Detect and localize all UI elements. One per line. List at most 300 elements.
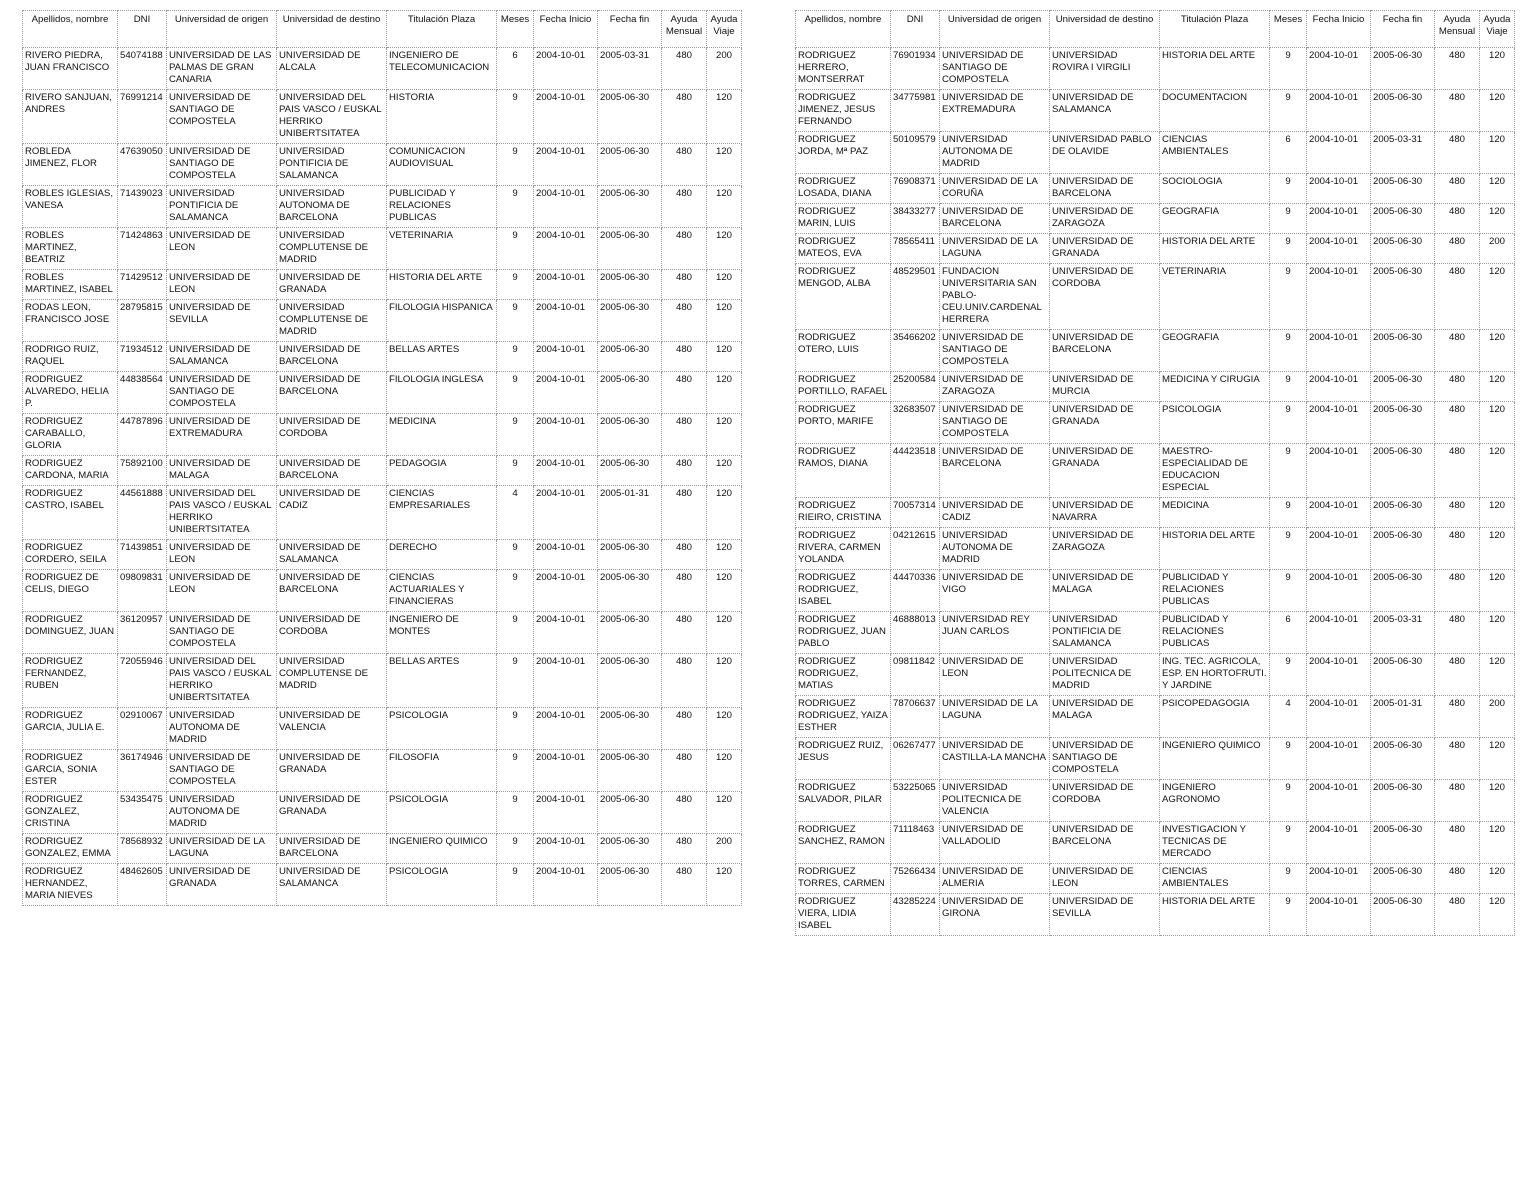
table-row	[23, 612, 742, 654]
cell-nombre: RODRIGUEZ JIMENEZ, JESUS FERNANDO	[796, 90, 891, 132]
cell-fecha-inicio: 2004-10-01	[534, 570, 598, 612]
header-nombre: Apellidos, nombre	[23, 11, 118, 48]
table-row	[23, 864, 742, 906]
cell-titulacion: INGENIERO AGRONOMO	[1160, 780, 1270, 822]
cell-fecha-fin: 2005-06-30	[1371, 48, 1435, 90]
cell-titulacion: MEDICINA	[1160, 498, 1270, 528]
left-page	[22, 10, 742, 906]
cell-ayuda-viaje: 120	[1480, 132, 1515, 174]
cell-fecha-fin: 2005-06-30	[598, 708, 662, 750]
cell-titulacion: MAESTRO-ESPECIALIDAD DE EDUCACION ESPECIAL	[1160, 444, 1270, 498]
table-row	[23, 186, 742, 228]
cell-origen: UNIVERSIDAD DE GRANADA	[167, 864, 277, 906]
cell-nombre: RODRIGUEZ RIEIRO, CRISTINA	[796, 498, 891, 528]
cell-nombre: ROBLES IGLESIAS, VANESA	[23, 186, 118, 228]
cell-nombre: RIVERO PIEDRA, JUAN FRANCISCO	[23, 48, 118, 90]
cell-origen: UNIVERSIDAD DE SANTIAGO DE COMPOSTELA	[940, 330, 1050, 372]
cell-meses: 9	[497, 612, 534, 654]
header-origen: Universidad de origen	[167, 11, 277, 48]
cell-ayuda-mensual: 480	[662, 414, 707, 456]
cell-fecha-inicio: 2004-10-01	[1307, 498, 1371, 528]
table-row	[23, 90, 742, 144]
table-row	[23, 792, 742, 834]
cell-meses: 9	[497, 414, 534, 456]
cell-origen: UNIVERSIDAD DE EXTREMADURA	[940, 90, 1050, 132]
cell-nombre: RODRIGUEZ DE CELIS, DIEGO	[23, 570, 118, 612]
cell-nombre: RODRIGUEZ VIERA, LIDIA ISABEL	[796, 894, 891, 936]
cell-meses: 9	[497, 90, 534, 144]
cell-meses: 9	[1270, 402, 1307, 444]
cell-origen: UNIVERSIDAD PONTIFICIA DE SALAMANCA	[167, 186, 277, 228]
cell-ayuda-viaje: 120	[1480, 204, 1515, 234]
cell-destino: UNIVERSIDAD PABLO DE OLAVIDE	[1050, 132, 1160, 174]
cell-meses: 6	[1270, 132, 1307, 174]
cell-fecha-inicio: 2004-10-01	[534, 864, 598, 906]
cell-ayuda-viaje: 120	[707, 342, 742, 372]
table-row	[796, 204, 1515, 234]
cell-meses: 9	[497, 372, 534, 414]
header-titulacion: Titulación Plaza	[1160, 11, 1270, 48]
cell-destino: UNIVERSIDAD DE ZARAGOZA	[1050, 528, 1160, 570]
cell-fecha-fin: 2005-06-30	[1371, 90, 1435, 132]
cell-ayuda-viaje: 120	[1480, 444, 1515, 498]
cell-fecha-inicio: 2004-10-01	[534, 750, 598, 792]
cell-ayuda-viaje: 120	[1480, 48, 1515, 90]
cell-origen: UNIVERSIDAD DE SALAMANCA	[167, 342, 277, 372]
cell-destino: UNIVERSIDAD DE BARCELONA	[277, 342, 387, 372]
cell-fecha-inicio: 2004-10-01	[1307, 132, 1371, 174]
table-row	[796, 402, 1515, 444]
cell-titulacion: GEOGRAFIA	[1160, 204, 1270, 234]
cell-origen: UNIVERSIDAD DE SANTIAGO DE COMPOSTELA	[940, 48, 1050, 90]
cell-ayuda-viaje: 120	[707, 186, 742, 228]
cell-dni: 46888013	[891, 612, 940, 654]
cell-ayuda-mensual: 480	[1435, 738, 1480, 780]
cell-dni: 48462605	[118, 864, 167, 906]
cell-origen: UNIVERSIDAD DE SANTIAGO DE COMPOSTELA	[167, 90, 277, 144]
cell-ayuda-viaje: 120	[1480, 330, 1515, 372]
cell-fecha-inicio: 2004-10-01	[534, 456, 598, 486]
cell-nombre: RODRIGUEZ HERNANDEZ, MARIA NIEVES	[23, 864, 118, 906]
table-row	[796, 612, 1515, 654]
cell-dni: 53225065	[891, 780, 940, 822]
cell-ayuda-viaje: 120	[1480, 894, 1515, 936]
cell-dni: 53435475	[118, 792, 167, 834]
cell-dni: 71424863	[118, 228, 167, 270]
header-ayuda-viaje: Ayuda Viaje	[707, 11, 742, 48]
cell-dni: 75892100	[118, 456, 167, 486]
cell-origen: UNIVERSIDAD AUTONOMA DE MADRID	[167, 708, 277, 750]
cell-fecha-fin: 2005-06-30	[598, 372, 662, 414]
cell-fecha-fin: 2005-06-30	[1371, 330, 1435, 372]
cell-meses: 9	[497, 708, 534, 750]
cell-meses: 9	[497, 456, 534, 486]
cell-ayuda-mensual: 480	[1435, 780, 1480, 822]
cell-destino: UNIVERSIDAD DE GRANADA	[277, 270, 387, 300]
cell-dni: 28795815	[118, 300, 167, 342]
table-row	[23, 834, 742, 864]
cell-fecha-fin: 2005-06-30	[598, 612, 662, 654]
cell-fecha-fin: 2005-06-30	[1371, 234, 1435, 264]
right-page	[795, 10, 1515, 936]
cell-origen: UNIVERSIDAD DE LEON	[167, 228, 277, 270]
cell-origen: UNIVERSIDAD DE SANTIAGO DE COMPOSTELA	[940, 402, 1050, 444]
cell-origen: UNIVERSIDAD DE SANTIAGO DE COMPOSTELA	[167, 612, 277, 654]
cell-destino: UNIVERSIDAD COMPLUTENSE DE MADRID	[277, 228, 387, 270]
cell-fecha-inicio: 2004-10-01	[534, 792, 598, 834]
cell-origen: UNIVERSIDAD DE LEON	[940, 654, 1050, 696]
cell-fecha-fin: 2005-03-31	[1371, 132, 1435, 174]
cell-fecha-fin: 2005-06-30	[598, 186, 662, 228]
cell-ayuda-mensual: 480	[1435, 204, 1480, 234]
cell-ayuda-viaje: 200	[707, 48, 742, 90]
cell-fecha-fin: 2005-06-30	[598, 414, 662, 456]
cell-dni: 09811842	[891, 654, 940, 696]
cell-origen: UNIVERSIDAD DE SANTIAGO DE COMPOSTELA	[167, 750, 277, 792]
header-dni: DNI	[891, 11, 940, 48]
cell-origen: UNIVERSIDAD DE BARCELONA	[940, 204, 1050, 234]
cell-destino: UNIVERSIDAD DE NAVARRA	[1050, 498, 1160, 528]
cell-nombre: RODRIGUEZ SANCHEZ, RAMON	[796, 822, 891, 864]
cell-ayuda-viaje: 120	[1480, 738, 1515, 780]
cell-fecha-fin: 2005-06-30	[1371, 372, 1435, 402]
cell-origen: UNIVERSIDAD REY JUAN CARLOS	[940, 612, 1050, 654]
cell-ayuda-viaje: 200	[1480, 696, 1515, 738]
table-row	[796, 738, 1515, 780]
cell-titulacion: MEDICINA	[387, 414, 497, 456]
cell-fecha-inicio: 2004-10-01	[1307, 372, 1371, 402]
cell-meses: 9	[1270, 780, 1307, 822]
cell-fecha-inicio: 2004-10-01	[534, 540, 598, 570]
cell-fecha-fin: 2005-06-30	[598, 750, 662, 792]
cell-meses: 9	[497, 864, 534, 906]
cell-origen: UNIVERSIDAD DE SANTIAGO DE COMPOSTELA	[167, 372, 277, 414]
cell-titulacion: HISTORIA DEL ARTE	[1160, 48, 1270, 90]
cell-ayuda-mensual: 480	[1435, 372, 1480, 402]
cell-meses: 9	[497, 792, 534, 834]
cell-ayuda-viaje: 120	[707, 270, 742, 300]
cell-nombre: RODRIGUEZ GARCIA, SONIA ESTER	[23, 750, 118, 792]
cell-destino: UNIVERSIDAD DE SEVILLA	[1050, 894, 1160, 936]
cell-fecha-inicio: 2004-10-01	[1307, 444, 1371, 498]
cell-dni: 72055946	[118, 654, 167, 708]
cell-titulacion: PSICOPEDAGOGIA	[1160, 696, 1270, 738]
cell-titulacion: CIENCIAS AMBIENTALES	[1160, 864, 1270, 894]
header-ayuda-mensual: Ayuda Mensual	[662, 11, 707, 48]
cell-destino: UNIVERSIDAD DE SANTIAGO DE COMPOSTELA	[1050, 738, 1160, 780]
cell-nombre: RODRIGUEZ MARIN, LUIS	[796, 204, 891, 234]
cell-meses: 9	[1270, 234, 1307, 264]
header-origen: Universidad de origen	[940, 11, 1050, 48]
cell-ayuda-mensual: 480	[662, 654, 707, 708]
cell-fecha-inicio: 2004-10-01	[1307, 894, 1371, 936]
cell-destino: UNIVERSIDAD DE ALCALA	[277, 48, 387, 90]
cell-nombre: RODRIGUEZ ALVAREDO, HELIA P.	[23, 372, 118, 414]
cell-ayuda-mensual: 480	[662, 792, 707, 834]
cell-meses: 9	[497, 270, 534, 300]
cell-ayuda-viaje: 120	[1480, 570, 1515, 612]
cell-ayuda-viaje: 120	[707, 570, 742, 612]
header-titulacion: Titulación Plaza	[387, 11, 497, 48]
cell-ayuda-viaje: 120	[707, 708, 742, 750]
table-row	[796, 864, 1515, 894]
cell-ayuda-viaje: 120	[707, 456, 742, 486]
cell-dni: 38433277	[891, 204, 940, 234]
cell-fecha-fin: 2005-06-30	[598, 540, 662, 570]
table-row	[23, 48, 742, 90]
cell-fecha-fin: 2005-03-31	[1371, 612, 1435, 654]
cell-dni: 76991214	[118, 90, 167, 144]
header-nombre: Apellidos, nombre	[796, 11, 891, 48]
cell-fecha-inicio: 2004-10-01	[1307, 612, 1371, 654]
table-row	[796, 654, 1515, 696]
cell-origen: UNIVERSIDAD DE LA LAGUNA	[167, 834, 277, 864]
cell-ayuda-mensual: 480	[662, 486, 707, 540]
cell-ayuda-mensual: 480	[1435, 264, 1480, 330]
cell-titulacion: GEOGRAFIA	[1160, 330, 1270, 372]
cell-ayuda-viaje: 200	[707, 834, 742, 864]
cell-fecha-fin: 2005-06-30	[1371, 528, 1435, 570]
cell-meses: 9	[497, 540, 534, 570]
table-row	[796, 570, 1515, 612]
cell-fecha-fin: 2005-06-30	[1371, 654, 1435, 696]
cell-dni: 44423518	[891, 444, 940, 498]
cell-destino: UNIVERSIDAD DE VALENCIA	[277, 708, 387, 750]
cell-titulacion: INVESTIGACION Y TECNICAS DE MERCADO	[1160, 822, 1270, 864]
cell-dni: 09809831	[118, 570, 167, 612]
cell-meses: 9	[1270, 570, 1307, 612]
cell-fecha-fin: 2005-06-30	[1371, 822, 1435, 864]
cell-nombre: RODRIGUEZ PORTILLO, RAFAEL	[796, 372, 891, 402]
cell-ayuda-mensual: 480	[1435, 48, 1480, 90]
cell-dni: 36120957	[118, 612, 167, 654]
cell-ayuda-viaje: 120	[707, 486, 742, 540]
cell-meses: 4	[497, 486, 534, 540]
cell-destino: UNIVERSIDAD DE CORDOBA	[277, 414, 387, 456]
cell-ayuda-mensual: 480	[662, 48, 707, 90]
table-row	[796, 444, 1515, 498]
cell-ayuda-viaje: 120	[707, 612, 742, 654]
table-row	[23, 708, 742, 750]
cell-ayuda-mensual: 480	[1435, 528, 1480, 570]
cell-destino: UNIVERSIDAD COMPLUTENSE DE MADRID	[277, 300, 387, 342]
cell-titulacion: INGENIERO DE MONTES	[387, 612, 497, 654]
cell-fecha-inicio: 2004-10-01	[534, 300, 598, 342]
cell-fecha-fin: 2005-06-30	[598, 864, 662, 906]
cell-ayuda-mensual: 480	[1435, 654, 1480, 696]
cell-ayuda-viaje: 120	[707, 300, 742, 342]
table-row	[23, 270, 742, 300]
cell-dni: 71429512	[118, 270, 167, 300]
cell-fecha-inicio: 2004-10-01	[534, 654, 598, 708]
cell-origen: UNIVERSIDAD DE MALAGA	[167, 456, 277, 486]
cell-dni: 76901934	[891, 48, 940, 90]
cell-nombre: RIVERO SANJUAN, ANDRES	[23, 90, 118, 144]
cell-meses: 9	[497, 342, 534, 372]
cell-destino: UNIVERSIDAD DE BARCELONA	[1050, 330, 1160, 372]
header-fecha-fin: Fecha fin	[598, 11, 662, 48]
cell-meses: 9	[497, 834, 534, 864]
cell-nombre: RODRIGUEZ OTERO, LUIS	[796, 330, 891, 372]
cell-ayuda-mensual: 480	[662, 372, 707, 414]
header-meses: Meses	[497, 11, 534, 48]
cell-titulacion: PSICOLOGIA	[387, 708, 497, 750]
cell-ayuda-mensual: 480	[1435, 132, 1480, 174]
cell-meses: 9	[497, 144, 534, 186]
cell-fecha-fin: 2005-06-30	[598, 144, 662, 186]
cell-titulacion: COMUNICACION AUDIOVISUAL	[387, 144, 497, 186]
cell-meses: 9	[1270, 204, 1307, 234]
table-row	[796, 132, 1515, 174]
cell-destino: UNIVERSIDAD DE MURCIA	[1050, 372, 1160, 402]
cell-ayuda-viaje: 120	[707, 654, 742, 708]
cell-fecha-fin: 2005-06-30	[1371, 204, 1435, 234]
cell-origen: UNIVERSIDAD POLITECNICA DE VALENCIA	[940, 780, 1050, 822]
table-row	[23, 372, 742, 414]
cell-titulacion: HISTORIA DEL ARTE	[1160, 894, 1270, 936]
table-row	[23, 486, 742, 540]
cell-ayuda-mensual: 480	[662, 456, 707, 486]
cell-dni: 34775981	[891, 90, 940, 132]
cell-destino: UNIVERSIDAD DE BARCELONA	[1050, 822, 1160, 864]
table-row	[23, 750, 742, 792]
cell-fecha-fin: 2005-01-31	[598, 486, 662, 540]
cell-dni: 04212615	[891, 528, 940, 570]
cell-titulacion: PUBLICIDAD Y RELACIONES PUBLICAS	[1160, 570, 1270, 612]
cell-meses: 4	[1270, 696, 1307, 738]
header-fecha-inicio: Fecha Inicio	[534, 11, 598, 48]
cell-dni: 44470336	[891, 570, 940, 612]
cell-ayuda-viaje: 120	[1480, 780, 1515, 822]
cell-ayuda-viaje: 120	[1480, 372, 1515, 402]
cell-fecha-fin: 2005-06-30	[1371, 864, 1435, 894]
cell-dni: 78565411	[891, 234, 940, 264]
cell-ayuda-viaje: 120	[1480, 174, 1515, 204]
header-row	[23, 11, 742, 48]
cell-destino: UNIVERSIDAD ROVIRA I VIRGILI	[1050, 48, 1160, 90]
cell-fecha-fin: 2005-06-30	[1371, 780, 1435, 822]
cell-destino: UNIVERSIDAD AUTONOMA DE BARCELONA	[277, 186, 387, 228]
cell-ayuda-viaje: 120	[1480, 654, 1515, 696]
cell-meses: 9	[497, 300, 534, 342]
cell-nombre: RODRIGUEZ RUIZ, JESUS	[796, 738, 891, 780]
cell-dni: 44787896	[118, 414, 167, 456]
cell-ayuda-mensual: 480	[662, 612, 707, 654]
cell-fecha-inicio: 2004-10-01	[534, 144, 598, 186]
cell-ayuda-mensual: 480	[1435, 612, 1480, 654]
cell-dni: 78706637	[891, 696, 940, 738]
cell-origen: UNIVERSIDAD DE GIRONA	[940, 894, 1050, 936]
cell-fecha-inicio: 2004-10-01	[1307, 696, 1371, 738]
cell-destino: UNIVERSIDAD DE CORDOBA	[1050, 780, 1160, 822]
cell-destino: UNIVERSIDAD DE BARCELONA	[1050, 174, 1160, 204]
cell-origen: UNIVERSIDAD DE ALMERIA	[940, 864, 1050, 894]
cell-ayuda-viaje: 120	[707, 540, 742, 570]
cell-titulacion: ING. TEC. AGRICOLA, ESP. EN HORTOFRUTI. Y JARDINE	[1160, 654, 1270, 696]
header-destino: Universidad de destino	[1050, 11, 1160, 48]
cell-fecha-inicio: 2004-10-01	[1307, 234, 1371, 264]
cell-nombre: RODRIGUEZ SALVADOR, PILAR	[796, 780, 891, 822]
grants-table-left	[22, 10, 742, 906]
cell-fecha-fin: 2005-06-30	[598, 792, 662, 834]
cell-ayuda-mensual: 480	[1435, 498, 1480, 528]
cell-dni: 32683507	[891, 402, 940, 444]
cell-origen: UNIVERSIDAD DE LA LAGUNA	[940, 234, 1050, 264]
cell-origen: UNIVERSIDAD DE BARCELONA	[940, 444, 1050, 498]
cell-titulacion: CIENCIAS ACTUARIALES Y FINANCIERAS	[387, 570, 497, 612]
cell-titulacion: CIENCIAS EMPRESARIALES	[387, 486, 497, 540]
cell-fecha-inicio: 2004-10-01	[1307, 864, 1371, 894]
cell-origen: UNIVERSIDAD DE LEON	[167, 570, 277, 612]
cell-fecha-inicio: 2004-10-01	[1307, 822, 1371, 864]
table-row	[796, 90, 1515, 132]
cell-ayuda-viaje: 120	[1480, 402, 1515, 444]
cell-nombre: RODRIGUEZ GONZALEZ, EMMA	[23, 834, 118, 864]
cell-titulacion: PUBLICIDAD Y RELACIONES PUBLICAS	[387, 186, 497, 228]
cell-origen: UNIVERSIDAD DEL PAIS VASCO / EUSKAL HERRIKO UNIBERTSITATEA	[167, 486, 277, 540]
cell-fecha-inicio: 2004-10-01	[534, 612, 598, 654]
cell-fecha-fin: 2005-01-31	[1371, 696, 1435, 738]
cell-fecha-inicio: 2004-10-01	[534, 270, 598, 300]
cell-ayuda-mensual: 480	[662, 864, 707, 906]
cell-origen: UNIVERSIDAD DE CADIZ	[940, 498, 1050, 528]
cell-origen: UNIVERSIDAD AUTONOMA DE MADRID	[167, 792, 277, 834]
cell-ayuda-mensual: 480	[1435, 330, 1480, 372]
cell-fecha-inicio: 2004-10-01	[1307, 204, 1371, 234]
cell-ayuda-mensual: 480	[662, 300, 707, 342]
cell-destino: UNIVERSIDAD DE BARCELONA	[277, 372, 387, 414]
cell-ayuda-mensual: 480	[1435, 570, 1480, 612]
cell-fecha-fin: 2005-06-30	[598, 270, 662, 300]
cell-ayuda-mensual: 480	[662, 90, 707, 144]
table-row	[796, 528, 1515, 570]
cell-titulacion: HISTORIA DEL ARTE	[387, 270, 497, 300]
cell-origen: UNIVERSIDAD DE ZARAGOZA	[940, 372, 1050, 402]
table-row	[23, 456, 742, 486]
cell-titulacion: PSICOLOGIA	[387, 792, 497, 834]
cell-nombre: RODRIGUEZ TORRES, CARMEN	[796, 864, 891, 894]
cell-ayuda-mensual: 480	[662, 342, 707, 372]
table-row	[23, 570, 742, 612]
cell-fecha-inicio: 2004-10-01	[534, 48, 598, 90]
cell-ayuda-viaje: 120	[1480, 864, 1515, 894]
cell-meses: 9	[497, 570, 534, 612]
cell-fecha-fin: 2005-06-30	[598, 834, 662, 864]
cell-meses: 6	[497, 48, 534, 90]
cell-nombre: ROBLES MARTINEZ, BEATRIZ	[23, 228, 118, 270]
cell-titulacion: FILOLOGIA INGLESA	[387, 372, 497, 414]
cell-ayuda-mensual: 480	[1435, 90, 1480, 132]
cell-titulacion: INGENIERO QUIMICO	[387, 834, 497, 864]
cell-titulacion: HISTORIA	[387, 90, 497, 144]
cell-fecha-fin: 2005-06-30	[598, 456, 662, 486]
cell-origen: UNIVERSIDAD DE SANTIAGO DE COMPOSTELA	[167, 144, 277, 186]
cell-ayuda-mensual: 480	[662, 708, 707, 750]
cell-origen: UNIVERSIDAD AUTONOMA DE MADRID	[940, 528, 1050, 570]
cell-destino: UNIVERSIDAD DE CORDOBA	[1050, 264, 1160, 330]
cell-ayuda-mensual: 480	[662, 144, 707, 186]
cell-fecha-fin: 2005-06-30	[1371, 402, 1435, 444]
cell-nombre: ROBLES MARTINEZ, ISABEL	[23, 270, 118, 300]
cell-nombre: RODRIGUEZ PORTO, MARIFE	[796, 402, 891, 444]
header-dni: DNI	[118, 11, 167, 48]
cell-fecha-fin: 2005-06-30	[1371, 174, 1435, 204]
header-ayuda-mensual: Ayuda Mensual	[1435, 11, 1480, 48]
cell-nombre: RODRIGUEZ CASTRO, ISABEL	[23, 486, 118, 540]
cell-meses: 9	[1270, 822, 1307, 864]
cell-ayuda-mensual: 480	[1435, 402, 1480, 444]
cell-nombre: RODRIGUEZ CARDONA, MARIA	[23, 456, 118, 486]
